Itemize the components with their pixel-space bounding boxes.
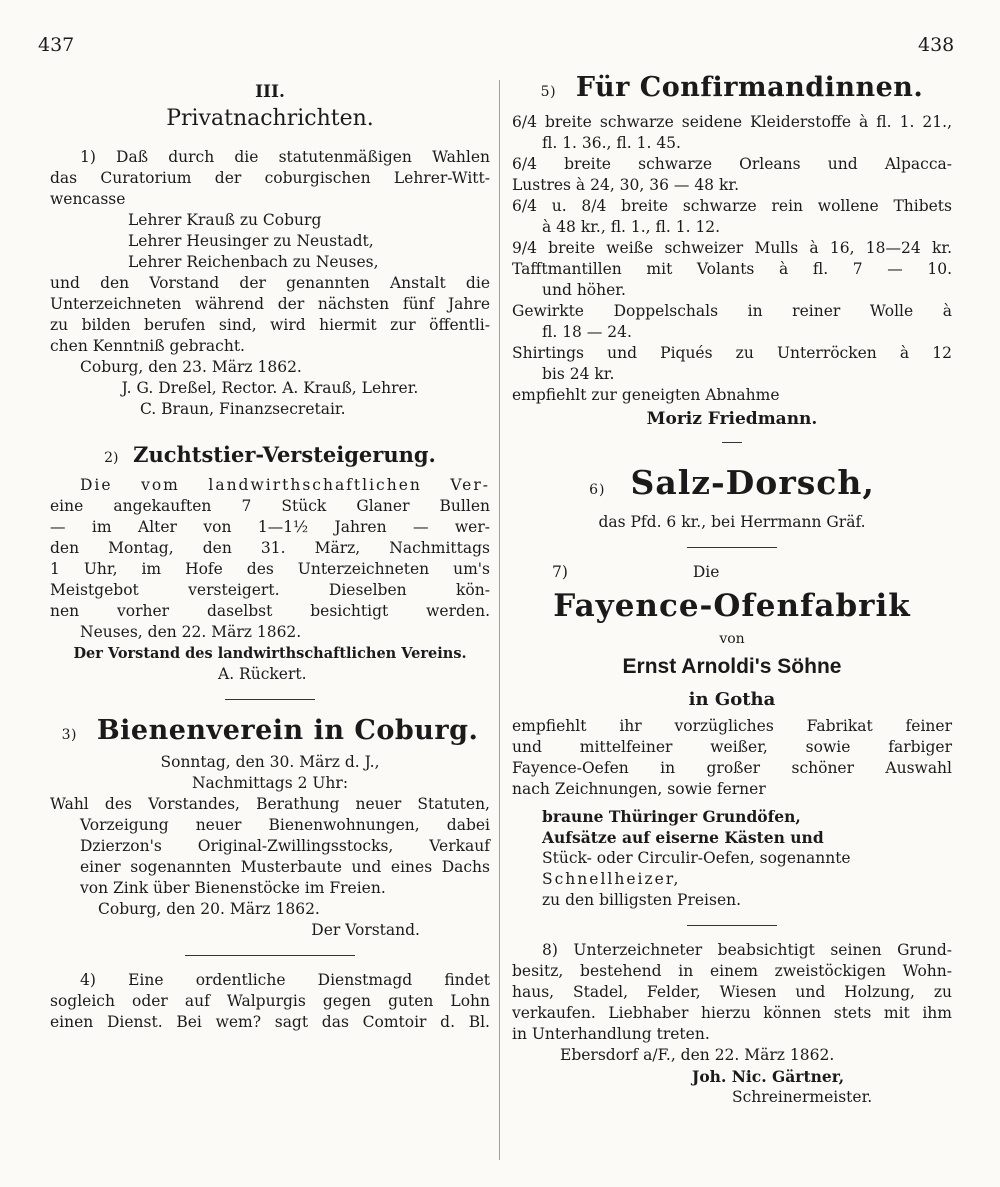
ad5-line: à 48 kr., fl. 1., fl. 1. 12. (542, 218, 721, 236)
ad7-item: braune Thüringer Grundöfen, (542, 807, 801, 826)
ad-5 (512, 68, 952, 432)
ad8-line: haus, Stadel, Felder, Wiesen und Holzung, zu (512, 983, 952, 1001)
ad8-date: Ebersdorf a/F., den 22. März 1862. (560, 1046, 835, 1064)
ad5-line: 9/4 breite weiße schweizer Mulls à 16, 18—24 kr. (512, 239, 952, 257)
ad8-line: besitz, bestehend in einem zweistöckigen Wohn- (512, 962, 952, 980)
left-column (50, 68, 490, 1033)
ad2-body: Meistgebot versteigert. Dieselben kön- (50, 581, 490, 599)
section-numeral: III. (255, 82, 285, 102)
ad7-firm: Ernst Arnoldi's Söhne (622, 655, 842, 678)
ad5-line: Tafftmantillen mit Volants à fl. 7 — 10. (512, 260, 952, 278)
ad7-intro: 7) Die (552, 563, 720, 581)
ad3-line: Nachmittags 2 Uhr: (191, 774, 349, 792)
ad5-signature: Moriz Friedmann. (646, 409, 818, 429)
ad5-line: fl. 18 — 24. (542, 323, 632, 341)
ad7-item: Aufsätze auf eiserne Kästen und (542, 828, 824, 847)
ad2-body: 1 Uhr, im Hofe des Unterzeichneten um's (50, 560, 490, 578)
ad2-body: den Montag, den 31. März, Nachmittags (50, 539, 490, 557)
column-divider (499, 80, 500, 1160)
ad6-heading: 6) Salz-Dorsch, (589, 463, 875, 502)
ad-8 (512, 940, 952, 1108)
ad1-line: das Curatorium der coburgischen Lehrer-Witt- (50, 169, 490, 187)
ad7-item: Stück- oder Circulir-Oefen, sogenannte (542, 849, 851, 867)
ad7-item: Schnellheizer, (542, 870, 681, 888)
ad1-line: wencasse (50, 190, 126, 208)
ad1-name: Lehrer Reichenbach zu Neuses, (128, 253, 379, 271)
ad5-line: empfiehlt zur geneigten Abnahme (512, 386, 780, 404)
ad-2 (50, 444, 490, 685)
ad2-signature: A. Rückert. (218, 665, 307, 683)
ad7-von: von (719, 631, 745, 647)
ad5-heading: 5) Für Confirmandinnen. (540, 72, 924, 103)
ad1-signature: J. G. Dreßel, Rector. A. Krauß, Lehrer. (121, 379, 419, 397)
ad8-signature: Schreinermeister. (732, 1088, 873, 1106)
ad2-body: Die vom landwirthschaftlichen Ver- (80, 476, 490, 494)
page-number-left: 437 (38, 34, 75, 56)
separator (185, 955, 355, 956)
section-title: Privatnachrichten. (166, 106, 374, 131)
ad5-line: fl. 1. 36., fl. 1. 45. (542, 134, 681, 152)
ad8-line: in Unterhandlung treten. (512, 1025, 710, 1043)
ad1-name: Lehrer Krauß zu Coburg (128, 211, 322, 229)
page-number-right: 438 (918, 34, 955, 56)
ad3-line: Sonntag, den 30. März d. J., (160, 753, 380, 771)
ad1-body: chen Kenntniß gebracht. (50, 337, 245, 355)
ad-4 (50, 970, 490, 1033)
ad7-place: in Gotha (688, 689, 776, 710)
ad3-body: Dzierzon's Original-Zwillingsstocks, Verkauf (80, 837, 490, 855)
ad-1 (50, 147, 490, 420)
separator (687, 925, 777, 926)
separator (722, 442, 742, 443)
ad3-body: einer sogenannten Musterbaute und eines Dachs (80, 858, 490, 876)
ad3-heading: 3) Bienenverein in Coburg. (61, 715, 479, 746)
ad1-name: Lehrer Heusinger zu Neustadt, (128, 232, 374, 250)
ad8-line: verkaufen. Liebhaber hierzu können stets mit ihm (512, 1004, 952, 1022)
ad4-line: sogleich oder auf Walpurgis gegen guten Lohn (50, 992, 490, 1010)
right-column (512, 68, 952, 1108)
ad2-date: Neuses, den 22. März 1862. (80, 623, 302, 641)
ad5-line: und höher. (542, 281, 626, 299)
ad1-body: zu bilden berufen sind, wird hiermit zur öffentli- (50, 316, 490, 334)
ad5-line: 6/4 breite schwarze seidene Kleiderstoffe à fl. 1. 21., (512, 113, 952, 131)
ad7-body: empfiehlt ihr vorzügliches Fabrikat feiner (512, 717, 952, 735)
ad8-signature: Joh. Nic. Gärtner, (692, 1067, 845, 1086)
ad3-body: von Zink über Bienenstöcke im Freien. (80, 879, 386, 897)
ad1-body: Unterzeichneten während der nächsten fünf Jahre (50, 295, 490, 313)
ad5-line: Lustres à 24, 30, 36 — 48 kr. (512, 176, 739, 194)
ad8-line: 8) Unterzeichneter beabsichtigt seinen Grund- (542, 941, 952, 959)
ad3-body: Vorzeigung neuer Bienenwohnungen, dabei (80, 816, 490, 834)
ad5-line: bis 24 kr. (542, 365, 615, 383)
ad6-line: das Pfd. 6 kr., bei Herrmann Gräf. (598, 513, 866, 531)
ad3-signature: Der Vorstand. (311, 921, 420, 939)
ad7-body: nach Zeichnungen, sowie ferner (512, 780, 766, 798)
ad-3 (50, 714, 490, 941)
ad5-line: 6/4 u. 8/4 breite schwarze rein wollene Thibets (512, 197, 952, 215)
ad1-body: und den Vorstand der genannten Anstalt die (50, 274, 490, 292)
ad2-body: eine angekauften 7 Stück Glaner Bullen (50, 497, 490, 515)
ad2-signature: Der Vorstand des landwirthschaftlichen Vereins. (73, 645, 467, 662)
ad7-body: Fayence-Oefen in großer schöner Auswahl (512, 759, 952, 777)
separator (225, 699, 315, 700)
ad-7 (512, 562, 952, 911)
ad1-line: 1) Daß durch die statutenmäßigen Wahlen (80, 148, 490, 166)
ad4-line: einen Dienst. Bei wem? sagt das Comtoir d. Bl. (50, 1013, 490, 1031)
ad7-item: zu den billigsten Preisen. (542, 891, 742, 909)
ad2-body: — im Alter von 1—1½ Jahren — wer- (50, 518, 490, 536)
ad7-heading: Fayence-Ofenfabrik (553, 588, 911, 624)
ad7-body: und mittelfeiner weißer, sowie farbiger (512, 738, 952, 756)
ad1-signature: C. Braun, Finanzsecretair. (140, 400, 346, 418)
ad5-line: 6/4 breite schwarze Orleans und Alpacca- (512, 155, 952, 173)
ad5-line: Shirtings und Piqués zu Unterröcken à 12 (512, 344, 952, 362)
ad3-body: Wahl des Vorstandes, Berathung neuer Statuten, (50, 795, 490, 813)
ad1-date: Coburg, den 23. März 1862. (80, 358, 302, 376)
ad2-body: nen vorher daselbst besichtigt werden. (50, 602, 490, 620)
ad3-date: Coburg, den 20. März 1862. (98, 900, 320, 918)
ad-6 (512, 461, 952, 533)
ad4-line: 4) Eine ordentliche Dienstmagd findet (80, 971, 490, 989)
separator (687, 547, 777, 548)
ad5-line: Gewirkte Doppelschals in reiner Wolle à (512, 302, 952, 320)
ad2-heading: 2) Zuchtstier-Versteigerung. (104, 442, 436, 467)
